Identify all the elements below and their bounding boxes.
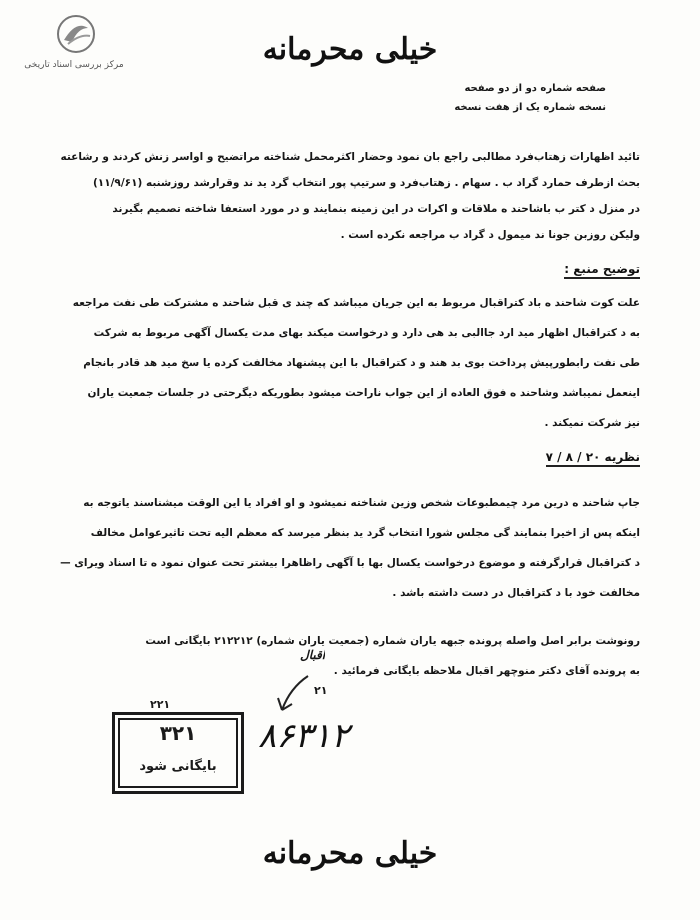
comment-heading [546,450,640,464]
classification-title-bottom: خیلی محرمانه [262,836,438,871]
report-line: تائید اظهارات زهتاب‌فرد مطالبی راجع بان نمود وحضار اکثرمحمل شناخته مراتضیح و اواسر زنش کردند و رشاعته [60,151,640,163]
stamp-text: بایگانی شود [139,759,217,774]
copy-note-line: به پرونده آقای دکتر منوچهر اقبال ملاحظه بایگانی فرمائید . [333,665,640,677]
classification-title-top: خیلی محرمانه [262,32,438,67]
handwritten-name: اقبال [300,648,326,662]
handwritten-small-number: ۲۱ [314,684,328,697]
explanation-line: اینعمل نمیباشد وشاحند ه فوق العاده از این جواب ناراحت میشود بطوریکه دیگرحتی در جلسات جمعیت یاران [87,387,640,399]
source-explanation-heading [564,262,640,276]
report-line: ولیکن روزبن جونا ند میمول د گراد ب مراجعه نکرده است . [340,229,640,241]
report-line: بحث ازطرف حمارد گراد ب . سهام . زهتاب‌فرد و سرتیپ پور انتخاب گرد ید ند وقرارشد روزشنبه (۱۱/۹/۶۱) [92,177,640,189]
archive-logo-text: مرکز بررسی اسناد تاریخی [24,60,124,70]
comment-line: مخالفت خود با د کتراقبال در دست داشته باشد . [392,587,640,599]
comment-line: جاپ شاحند ه درین مرد چیمطبوعات شخص وزین شناخته نمیشود و او افراد یا این الوقت میشناسند یاتوجه به [83,497,640,509]
comment-line: د کتراقبال قرارگرفته و موضوع درخواست یکسال بها با آگهی راظاهرا بیشتر تحت عنوان نمود ه تا اسناد ویرای — [60,557,640,569]
explanation-line: علت کوت شاحند ه باد کتراقبال مربوط به این جریان میباشد که چند ی قبل شاحند ه مشترکت طی نفت مراجعه [72,297,640,309]
comment-line: اینکه پس از اخیرا بنمایند گی مجلس شورا انتخاب گرد ید بنظر میرسد که معظم الیه تحت تاثیرعوامل مخالف [90,527,640,539]
stamp-number: ۳۲۱ [159,721,197,745]
copy-note-line: رونوشت برابر اصل واصله پرونده جبهه یاران شماره (جمعیت یاران شماره) ۲۱۲۲۱۲ بایگانی است [145,635,640,647]
stamp-top-number: ۲۲۱ [150,698,171,711]
explanation-line: نیز شرکت نمیکند . [544,417,640,429]
explanation-line: طی نفت رابطورپیش پرداخت بوی بد هند و د کتراقبال با این پیشنهاد مخالفت کرده یا سخ مید هد قادر بانجام [83,357,640,369]
archive-stamp [112,712,244,794]
comment-heading-text: نظریه ۲۰ / ۸ / ۷ [546,450,640,467]
page-count-line: صفحه شماره دو از دو صفحه [464,83,606,94]
source-explanation-heading-text: توضیح منبع : [564,262,640,279]
explanation-line: به د کتراقبال اظهار مید ارد جاالبی بد هی دارد و درخواست میکند بهای مدت یکسال آگهی مربوط به شرکت [93,327,640,339]
copy-count-line: نسخه شماره یک از هفت نسخه [454,102,606,113]
report-line: در منزل د کتر ب باشاحند ه ملاقات و اکرات در این زمینه بنمایند و در مورد استعفا شاخته تصمیم بگیرند [112,203,640,215]
handwritten-arrow-icon [268,668,318,718]
file-number: ۸۶۳۱۲ [258,716,350,756]
